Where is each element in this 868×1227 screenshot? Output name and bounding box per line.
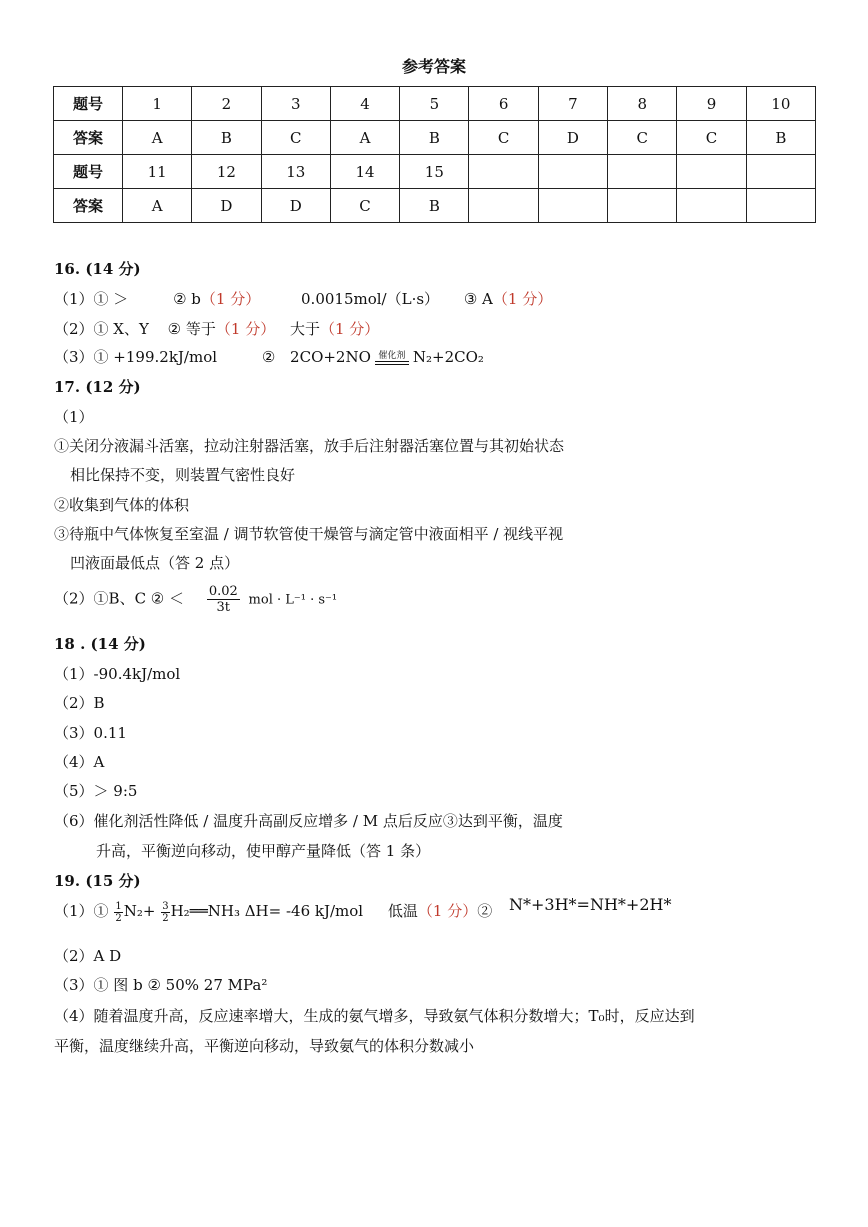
table-cell: 12	[192, 155, 261, 189]
q18-line1: （1）-90.4kJ/mol	[54, 665, 181, 683]
q19-heading: 19. (15 分)	[54, 872, 141, 890]
catalyst-label: 催化剂	[378, 351, 406, 361]
table-cell: 8	[608, 87, 677, 121]
table-cell: C	[608, 121, 677, 155]
q19-l1-c: H₂══NH₃ ΔH= -46 kJ/mol	[170, 902, 364, 920]
q18-line3: （3）0.11	[54, 724, 127, 742]
table-cell	[608, 189, 677, 223]
fraction-numerator: 1	[115, 900, 122, 912]
q17-line7	[54, 584, 337, 615]
q16-l1-a: （1）① ＞	[54, 290, 134, 308]
q17-line3: 相比保持不变，则装置气密性良好	[70, 466, 296, 484]
q19-l1-a: （1）①	[54, 902, 109, 920]
q19-l1-d: 低温	[387, 902, 418, 920]
table-cell: A	[123, 189, 192, 223]
q17-line5: ③待瓶中气体恢复至室温 / 调节软管使干燥管与滴定管中液面相平 / 视线平视	[54, 525, 564, 543]
q16-l2-b: ② 等于	[167, 320, 216, 338]
table-cell: 5	[400, 87, 469, 121]
table-cell: 7	[538, 87, 607, 121]
table-cell: 11	[123, 155, 192, 189]
answer-table	[53, 86, 816, 223]
table-cell: 6	[469, 87, 538, 121]
q17-line2: ①关闭分液漏斗活塞，拉动注射器活塞，放手后注射器活塞位置与其初始状态	[54, 437, 565, 455]
row-label: 答案	[54, 121, 123, 155]
rate-unit: mol · L⁻¹ · s⁻¹	[248, 592, 338, 608]
q19-l1-points: （1 分）	[417, 902, 478, 920]
table-cell: C	[469, 121, 538, 155]
table-cell: 4	[330, 87, 399, 121]
table-cell	[746, 155, 815, 189]
table-row	[54, 155, 816, 189]
q16-l1-b: ② b	[173, 290, 201, 308]
table-cell: C	[261, 121, 330, 155]
fraction-denominator: 3t	[216, 600, 231, 615]
q16-l2-a: （2）① X、Y	[54, 320, 154, 338]
table-cell	[746, 189, 815, 223]
q19-l1-f: N*+3H*=NH*+2H*	[509, 895, 672, 914]
q17-heading: 17. (12 分)	[54, 378, 141, 396]
q16-l2-points: （1 分）	[215, 320, 276, 338]
q19-line2: （2）A D	[54, 947, 122, 965]
table-cell: 3	[261, 87, 330, 121]
page-title: 参考答案	[401, 57, 466, 76]
q16-l1-d: ③ A	[463, 290, 493, 308]
q17-line1: （1）	[54, 408, 94, 426]
table-cell	[608, 155, 677, 189]
q17-line6: 凹液面最低点（答 2 点）	[70, 554, 240, 572]
table-row	[54, 189, 816, 223]
table-cell: 13	[261, 155, 330, 189]
fraction-denominator: 2	[162, 912, 169, 924]
table-cell: B	[746, 121, 815, 155]
q16-l2-points: （1 分）	[320, 320, 380, 338]
q19-line3: （3）① 图 b ② 50% 27 MPa²	[54, 976, 268, 994]
table-cell: B	[400, 189, 469, 223]
q19-line1	[54, 895, 672, 924]
table-cell: D	[538, 121, 607, 155]
q16-l3-b: ②	[261, 348, 276, 366]
equation-right: N₂+2CO₂	[412, 348, 484, 366]
row-label: 答案	[54, 189, 123, 223]
fraction-three-halves	[161, 901, 169, 924]
table-cell	[538, 189, 607, 223]
table-cell: B	[192, 121, 261, 155]
fraction-numerator: 0.02	[208, 584, 238, 599]
row-label: 题号	[54, 155, 123, 189]
table-row	[54, 87, 816, 121]
q19-line4: （4）随着温度升高，反应速率增大，生成的氨气增多，导致氨气体积分数增大；T₀时，反应达到	[54, 1007, 695, 1025]
table-cell: 2	[192, 87, 261, 121]
q19-l1-b: N₂+	[123, 902, 156, 920]
q16-line1	[54, 288, 552, 309]
fraction-numerator: 3	[162, 900, 169, 912]
table-cell: 10	[746, 87, 815, 121]
q18-line6: （6）催化剂活性降低 / 温度升高副反应增多 / M 点后反应③达到平衡，温度	[54, 812, 563, 830]
table-cell	[538, 155, 607, 189]
q17-line4: ②收集到气体的体积	[54, 496, 190, 514]
fraction-denominator: 2	[115, 912, 122, 924]
table-cell	[677, 189, 746, 223]
table-row	[54, 121, 816, 155]
table-cell: C	[677, 121, 746, 155]
table-cell: A	[123, 121, 192, 155]
table-cell: B	[400, 121, 469, 155]
q19-l1-e: ②	[477, 902, 493, 920]
table-cell: C	[330, 189, 399, 223]
table-cell: 1	[123, 87, 192, 121]
q16-l1-points: （1 分）	[492, 290, 553, 308]
table-cell: 9	[677, 87, 746, 121]
q18-line4: （4）A	[54, 753, 105, 771]
q17-l7-a: （2）①B、C ② ＜	[54, 589, 185, 608]
table-cell	[469, 189, 538, 223]
table-cell: A	[330, 121, 399, 155]
q16-line3	[54, 346, 484, 367]
q18-heading: 18 . (14 分)	[54, 635, 146, 653]
q18-line2: （2）B	[54, 694, 105, 712]
q18-line7: 升高，平衡逆向移动，使甲醇产量降低（答 1 条）	[96, 842, 431, 860]
table-cell: 14	[330, 155, 399, 189]
q16-l1-c: 0.0015mol/（L·s）	[301, 290, 440, 308]
q19-line5: 平衡，温度继续升高，平衡逆向移动，导致氨气的体积分数减小	[54, 1037, 475, 1055]
table-cell	[469, 155, 538, 189]
q16-l2-c: 大于	[289, 320, 320, 338]
table-cell	[677, 155, 746, 189]
fraction-one-half	[114, 901, 122, 924]
table-cell: 15	[400, 155, 469, 189]
table-cell: D	[261, 189, 330, 223]
row-label: 题号	[54, 87, 123, 121]
equation-left: 2CO+2NO	[290, 348, 371, 366]
q16-l3-a: （3）① +199.2kJ/mol	[54, 348, 218, 366]
q16-line2	[54, 318, 379, 339]
table-cell: D	[192, 189, 261, 223]
q18-line5: （5）＞ 9:5	[54, 782, 138, 800]
q16-heading: 16. (14 分)	[54, 260, 141, 278]
q16-l1-points: （1 分）	[200, 290, 261, 308]
catalyst-arrow	[375, 351, 409, 365]
rate-fraction	[207, 584, 240, 615]
